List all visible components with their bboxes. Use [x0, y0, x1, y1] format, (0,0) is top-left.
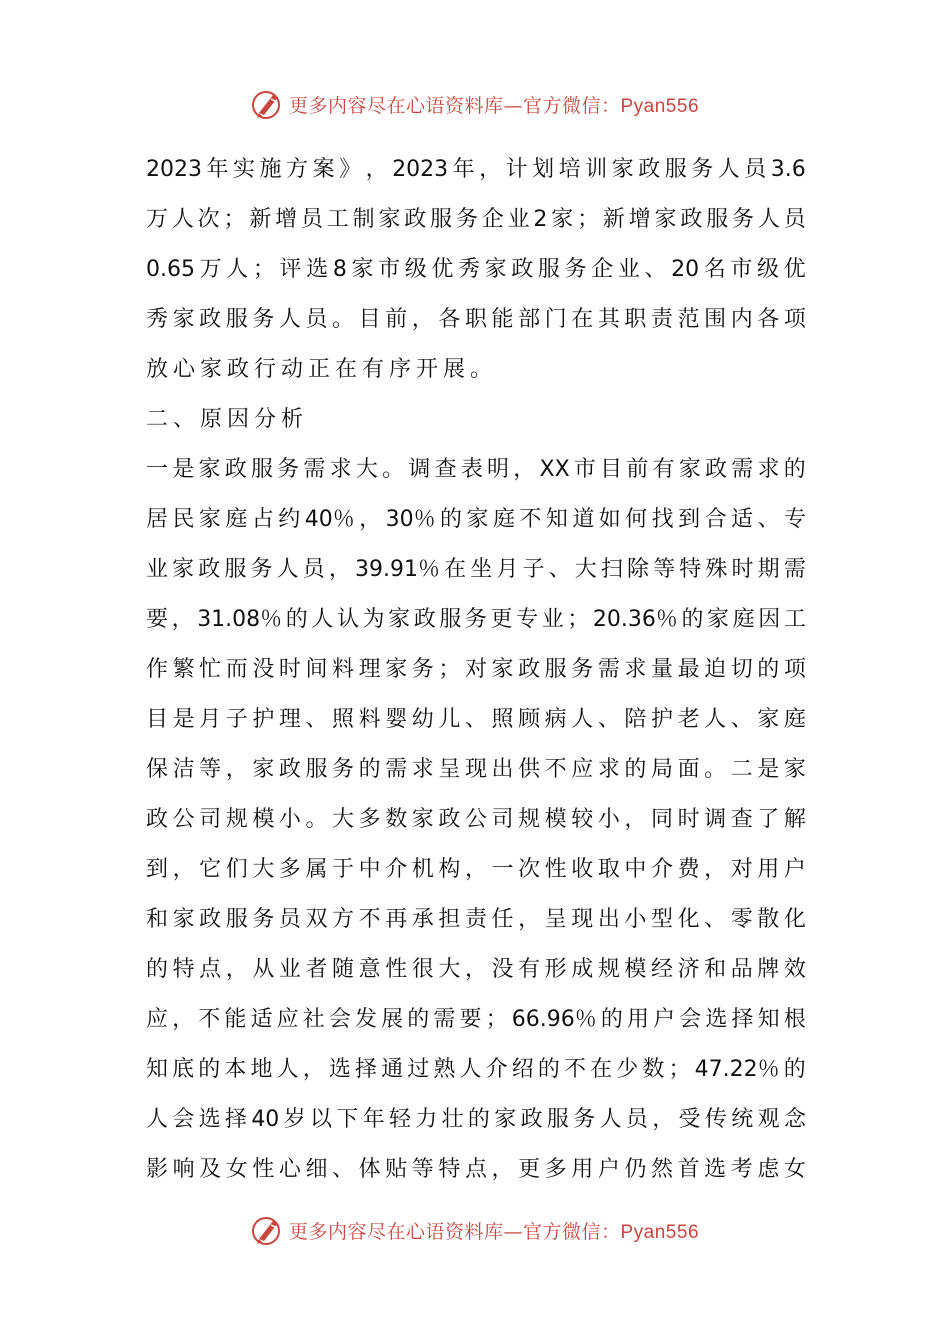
body-line: 到 ， 它 们 大 多 属 于 中 介 机 构 ， 一 次 性 收 取 中 介 费 ， 对 用 户 [146, 857, 806, 882]
body-line: 2023 年 实 施 方 案 》 ， 2023 年 ， 计 划 培 训 家 政 服 务 人 员 3.6 [146, 157, 806, 182]
body-line: 影 响 及 女 性 心 细 、 体 贴 等 特 点 ， 更 多 用 户 仍 然 首 选 考 虑 女 [146, 1157, 806, 1182]
pen-nib-icon [251, 1213, 285, 1247]
footer-watermark-text: 更多内容尽在心语资料库—官方微信：Pyan556 [288, 1220, 700, 1243]
body-line: 人 会 选 择 40 岁 以 下 年 轻 力 壮 的 家 政 服 务 人 员 ， 受 传 统 观 念 [146, 1107, 806, 1132]
document-body [146, 145, 806, 1195]
header-watermark-text: 更多内容尽在心语资料库—官方微信：Pyan556 [288, 94, 700, 117]
header-watermark-banner [0, 84, 950, 124]
pen-nib-icon [251, 87, 285, 121]
body-line: 秀 家 政 服 务 人 员 。 目 前 ， 各 职 能 部 门 在 其 职 责 范 围 内 各 项 [146, 307, 806, 332]
body-line: 应 ， 不 能 适 应 社 会 发 展 的 需 要 ； 66.96％ 的 用 户 会 选 择 知 根 [146, 1007, 806, 1032]
body-line: 知 底 的 本 地 人 ， 选 择 通 过 熟 人 介 绍 的 不 在 少 数 ； 47.22％ 的 [146, 1057, 806, 1082]
body-line: 二、原因分析 [146, 407, 309, 432]
body-line: 政 公 司 规 模 小 。 大 多 数 家 政 公 司 规 模 较 小 ， 同 时 调 查 了 解 [146, 807, 806, 832]
body-line: 目 是 月 子 护 理 、 照 料 婴 幼 儿 、 照 顾 病 人 、 陪 护 老 人 、 家 庭 [146, 707, 806, 732]
body-line: 0.65 万 人 ； 评 选 8 家 市 级 优 秀 家 政 服 务 企 业 、 20 名 市 级 优 [146, 257, 806, 282]
body-line: 居 民 家 庭 占 约 40％ ， 30％ 的 家 庭 不 知 道 如 何 找 到 合 适 、 专 [146, 507, 806, 532]
body-line: 的 特 点 ， 从 业 者 随 意 性 很 大 ， 没 有 形 成 规 模 经 济 和 品 牌 效 [146, 957, 806, 982]
body-line: 业 家 政 服 务 人 员 ， 39.91％ 在 坐 月 子 、 大 扫 除 等 特 殊 时 期 需 [146, 557, 806, 582]
body-line: 放心家政行动正在有序开展。 [146, 357, 498, 382]
body-line: 和 家 政 服 务 员 双 方 不 再 承 担 责 任 ， 呈 现 出 小 型 化 、 零 散 化 [146, 907, 806, 932]
body-line: 万 人 次 ； 新 增 员 工 制 家 政 服 务 企 业 2 家 ； 新 增 家 政 服 务 人 员 [146, 207, 806, 232]
footer-watermark-banner [0, 1210, 950, 1250]
body-line: 要 ， 31.08％ 的 人 认 为 家 政 服 务 更 专 业 ； 20.36％ 的 家 庭 因 工 [146, 607, 806, 632]
body-line: 一 是 家 政 服 务 需 求 大 。 调 查 表 明 ， XX 市 目 前 有 家 政 需 求 的 [146, 457, 806, 482]
body-line: 保 洁 等 ， 家 政 服 务 的 需 求 呈 现 出 供 不 应 求 的 局 面 。 二 是 家 [146, 757, 806, 782]
body-line: 作 繁 忙 而 没 时 间 料 理 家 务 ； 对 家 政 服 务 需 求 量 最 迫 切 的 项 [146, 657, 806, 682]
